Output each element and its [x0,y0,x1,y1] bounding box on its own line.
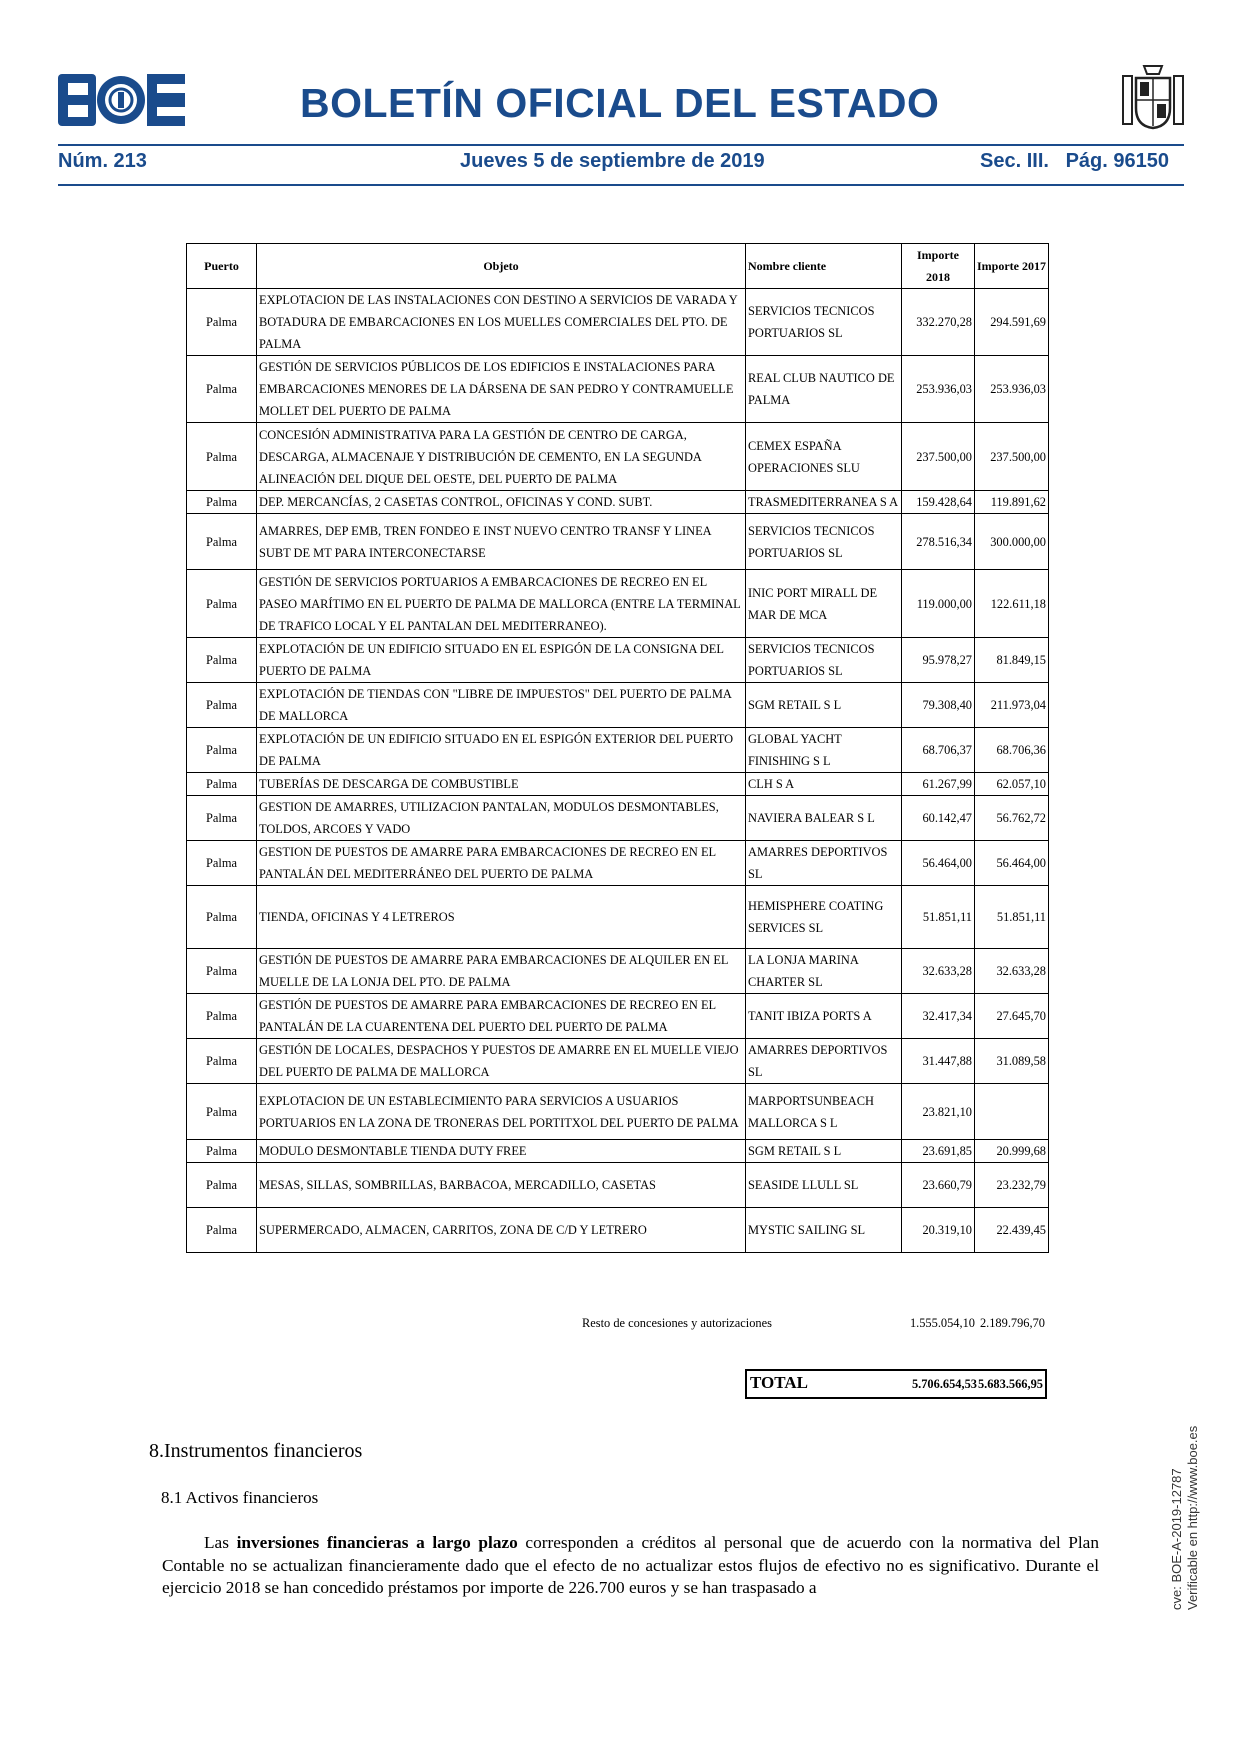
total-box [745,1369,1047,1399]
cell-importe-2017: 253.936,03 [975,356,1049,423]
table-row [187,773,1049,796]
masthead-rule [58,144,1184,146]
section-page: Sec. III. Pág. 96150 [980,150,1170,172]
cell-cliente: NAVIERA BALEAR S L [746,796,902,841]
header-objeto: Objeto [257,244,746,289]
concessions-table [186,243,1049,1253]
cell-objeto: MESAS, SILLAS, SOMBRILLAS, BARBACOA, MERCADILLO, CASETAS [257,1163,746,1208]
table-row [187,886,1049,949]
cell-objeto: EXPLOTACION DE UN ESTABLECIMIENTO PARA SERVICIOS A USUARIOS PORTUARIOS EN LA ZONA DE TRONERAS DEL PORTITXOL DEL PUERTO DE PALMA [257,1084,746,1140]
cell-objeto: GESTIÓN DE PUESTOS DE AMARRE PARA EMBARCACIONES DE RECREO EN EL PANTALÁN DE LA CUARENTENA DEL PUERTO DEL PUERTO DE PALMA [257,994,746,1039]
cell-importe-2018: 31.447,88 [902,1039,975,1084]
cell-puerto: Palma [187,773,257,796]
cell-importe-2018: 95.978,27 [902,638,975,683]
table-row [187,638,1049,683]
cell-puerto: Palma [187,796,257,841]
total-importe-2018: 5.706.654,53 [911,1377,977,1391]
table-row [187,1163,1049,1208]
subsection-heading: 8.1 Activos financieros [161,1488,319,1507]
cell-cliente: CEMEX ESPAÑA OPERACIONES SLU [746,423,902,491]
cell-cliente: HEMISPHERE COATING SERVICES SL [746,886,902,949]
resto-importe-2017: 2.189.796,70 [979,1316,1045,1330]
cell-cliente: SERVICIOS TECNICOS PORTUARIOS SL [746,289,902,356]
table-row [187,570,1049,638]
table-row [187,1039,1049,1084]
cell-cliente: SEASIDE LLULL SL [746,1163,902,1208]
cell-cliente: MARPORTSUNBEACH MALLORCA S L [746,1084,902,1140]
header-cliente: Nombre cliente [746,244,902,289]
para-text-before: Las [204,1533,237,1552]
cell-importe-2018: 79.308,40 [902,683,975,728]
cell-objeto: EXPLOTACIÓN DE UN EDIFICIO SITUADO EN EL ESPIGÓN EXTERIOR DEL PUERTO DE PALMA [257,728,746,773]
cell-importe-2017: 119.891,62 [975,491,1049,514]
cell-objeto: TUBERÍAS DE DESCARGA DE COMBUSTIBLE [257,773,746,796]
cell-importe-2017: 22.439,45 [975,1208,1049,1253]
cell-importe-2017: 237.500,00 [975,423,1049,491]
cell-importe-2018: 23.821,10 [902,1084,975,1140]
table-header-row [187,244,1049,289]
cell-puerto: Palma [187,289,257,356]
cell-importe-2018: 23.691,85 [902,1140,975,1163]
issue-number: Núm. 213 [58,150,147,172]
cell-puerto: Palma [187,728,257,773]
cell-objeto: GESTIÓN DE PUESTOS DE AMARRE PARA EMBARCACIONES DE ALQUILER EN EL MUELLE DE LA LONJA DEL PTO. DE PALMA [257,949,746,994]
table-row [187,994,1049,1039]
cell-importe-2017: 300.000,00 [975,514,1049,570]
table-row [187,728,1049,773]
total-importe-2017: 5.683.566,95 [977,1377,1043,1391]
table-row [187,1208,1049,1253]
cell-cliente: MYSTIC SAILING SL [746,1208,902,1253]
cell-cliente: REAL CLUB NAUTICO DE PALMA [746,356,902,423]
cell-importe-2017: 51.851,11 [975,886,1049,949]
cell-puerto: Palma [187,356,257,423]
issue-date: Jueves 5 de septiembre de 2019 [460,150,765,172]
subhead-rule [58,184,1184,186]
table-row [187,356,1049,423]
table-row [187,949,1049,994]
cell-importe-2017: 68.706,36 [975,728,1049,773]
verify-link[interactable]: Verificable en http://www.boe.es [1185,1425,1200,1610]
coat-of-arms-icon [1120,62,1186,132]
cell-importe-2017: 23.232,79 [975,1163,1049,1208]
table-row [187,1084,1049,1140]
cell-importe-2018: 68.706,37 [902,728,975,773]
cve-code: cve: BOE-A-2019-12787 [1169,1468,1184,1610]
cell-objeto: GESTIÓN DE SERVICIOS PÚBLICOS DE LOS EDIFICIOS E INSTALACIONES PARA EMBARCACIONES MENORES DE LA DÁRSENA DE SAN PEDRO Y CONTRAMUELLE MOLLET DEL PUERTO DE PALMA [257,356,746,423]
cell-puerto: Palma [187,1163,257,1208]
cell-importe-2017: 122.611,18 [975,570,1049,638]
cell-cliente: SGM RETAIL S L [746,1140,902,1163]
cell-importe-2018: 60.142,47 [902,796,975,841]
resto-label: Resto de concesiones y autorizaciones [582,1316,772,1330]
cell-puerto: Palma [187,949,257,994]
cell-puerto: Palma [187,886,257,949]
cell-puerto: Palma [187,423,257,491]
cell-objeto: GESTION DE AMARRES, UTILIZACION PANTALAN, MODULOS DESMONTABLES, TOLDOS, ARCOES Y VADO [257,796,746,841]
cell-importe-2018: 23.660,79 [902,1163,975,1208]
cell-importe-2018: 56.464,00 [902,841,975,886]
cell-importe-2017: 62.057,10 [975,773,1049,796]
cell-importe-2018: 61.267,99 [902,773,975,796]
para-text-after: corresponden a créditos al personal que de acuerdo con la normativa del Plan Contable no se actualizan financieramente dado que el efecto de no actualizar estos flujos de efectivo no es significativo. Durante el ejercicio 2018 se han concedido préstamos por importe de 226.700 euros y se han traspasado a [162,1533,1099,1597]
cell-importe-2017: 32.633,28 [975,949,1049,994]
cell-importe-2018: 237.500,00 [902,423,975,491]
cell-importe-2017: 81.849,15 [975,638,1049,683]
body-paragraph [162,1532,1099,1600]
cell-objeto: AMARRES, DEP EMB, TREN FONDEO E INST NUEVO CENTRO TRANSF Y LINEA SUBT DE MT PARA INTERCONECTARSE [257,514,746,570]
cell-puerto: Palma [187,514,257,570]
cell-objeto: EXPLOTACIÓN DE TIENDAS CON "LIBRE DE IMPUESTOS" DEL PUERTO DE PALMA DE MALLORCA [257,683,746,728]
cell-importe-2017: 56.464,00 [975,841,1049,886]
cell-objeto: EXPLOTACION DE LAS INSTALACIONES CON DESTINO A SERVICIOS DE VARADA Y BOTADURA DE EMBARCACIONES EN LOS MUELLES COMERCIALES DEL PTO. DE PALMA [257,289,746,356]
cell-importe-2018: 20.319,10 [902,1208,975,1253]
table-row [187,1140,1049,1163]
cell-puerto: Palma [187,1208,257,1253]
cell-puerto: Palma [187,1039,257,1084]
cell-puerto: Palma [187,491,257,514]
cell-importe-2018: 51.851,11 [902,886,975,949]
header-importe-2017: Importe 2017 [975,244,1049,289]
cell-puerto: Palma [187,994,257,1039]
cell-cliente: SGM RETAIL S L [746,683,902,728]
cell-importe-2018: 253.936,03 [902,356,975,423]
table-row [187,796,1049,841]
cell-objeto: GESTIÓN DE SERVICIOS PORTUARIOS A EMBARCACIONES DE RECREO EN EL PASEO MARÍTIMO EN EL PUERTO DE PALMA DE MALLORCA (ENTRE LA TERMINAL DE TRAFICO LOCAL Y EL PANTALAN DEL MEDITERRANEO). [257,570,746,638]
table-row [187,289,1049,356]
cell-importe-2017: 211.973,04 [975,683,1049,728]
cell-objeto: SUPERMERCADO, ALMACEN, CARRITOS, ZONA DE C/D Y LETRERO [257,1208,746,1253]
cell-puerto: Palma [187,638,257,683]
cell-puerto: Palma [187,570,257,638]
cell-puerto: Palma [187,683,257,728]
header-importe-2018: Importe 2018 [902,244,975,289]
cell-importe-2018: 32.633,28 [902,949,975,994]
cell-objeto: TIENDA, OFICINAS Y 4 LETREROS [257,886,746,949]
para-text-bold: inversiones financieras a largo plazo [236,1533,518,1552]
masthead-title: BOLETÍN OFICIAL DEL ESTADO [300,80,940,126]
table-row [187,683,1049,728]
cell-importe-2017: 20.999,68 [975,1140,1049,1163]
cell-objeto: MODULO DESMONTABLE TIENDA DUTY FREE [257,1140,746,1163]
cell-objeto: GESTIÓN DE LOCALES, DESPACHOS Y PUESTOS DE AMARRE EN EL MUELLE VIEJO DEL PUERTO DE PALMA DE MALLORCA [257,1039,746,1084]
cell-puerto: Palma [187,1084,257,1140]
cell-objeto: EXPLOTACIÓN DE UN EDIFICIO SITUADO EN EL ESPIGÓN DE LA CONSIGNA DEL PUERTO DE PALMA [257,638,746,683]
cell-cliente: TRASMEDITERRANEA S A [746,491,902,514]
cell-importe-2017 [975,1084,1049,1140]
cell-importe-2017: 56.762,72 [975,796,1049,841]
table-row [187,841,1049,886]
cell-objeto: GESTION DE PUESTOS DE AMARRE PARA EMBARCACIONES DE RECREO EN EL PANTALÁN DEL MEDITERRÁNEO DEL PUERTO DE PALMA [257,841,746,886]
cell-importe-2018: 159.428,64 [902,491,975,514]
cell-cliente: LA LONJA MARINA CHARTER SL [746,949,902,994]
section-heading: 8.Instrumentos financieros [149,1440,363,1462]
cell-cliente: AMARRES DEPORTIVOS SL [746,1039,902,1084]
resto-importe-2018: 1.555.054,10 [909,1316,975,1330]
cell-cliente: INIC PORT MIRALL DE MAR DE MCA [746,570,902,638]
cell-importe-2017: 27.645,70 [975,994,1049,1039]
cell-cliente: CLH S A [746,773,902,796]
cell-importe-2017: 31.089,58 [975,1039,1049,1084]
cell-cliente: SERVICIOS TECNICOS PORTUARIOS SL [746,638,902,683]
cell-cliente: AMARRES DEPORTIVOS SL [746,841,902,886]
table-row [187,423,1049,491]
cell-importe-2018: 119.000,00 [902,570,975,638]
cell-importe-2018: 332.270,28 [902,289,975,356]
table-row [187,491,1049,514]
cell-importe-2018: 278.516,34 [902,514,975,570]
total-label: TOTAL [750,1373,808,1392]
cell-cliente: TANIT IBIZA PORTS A [746,994,902,1039]
cell-puerto: Palma [187,1140,257,1163]
cell-cliente: GLOBAL YACHT FINISHING S L [746,728,902,773]
cell-importe-2018: 32.417,34 [902,994,975,1039]
cell-puerto: Palma [187,841,257,886]
cell-objeto: CONCESIÓN ADMINISTRATIVA PARA LA GESTIÓN DE CENTRO DE CARGA, DESCARGA, ALMACENAJE Y DISTRIBUCIÓN DE CEMENTO, EN LA SEGUNDA ALINEACIÓN DEL DIQUE DEL OESTE, DEL PUERTO DE PALMA [257,423,746,491]
cell-cliente: SERVICIOS TECNICOS PORTUARIOS SL [746,514,902,570]
header-puerto: Puerto [187,244,257,289]
cell-objeto: DEP. MERCANCÍAS, 2 CASETAS CONTROL, OFICINAS Y COND. SUBT. [257,491,746,514]
table-row [187,514,1049,570]
cell-importe-2017: 294.591,69 [975,289,1049,356]
boe-logo-icon [58,74,185,126]
